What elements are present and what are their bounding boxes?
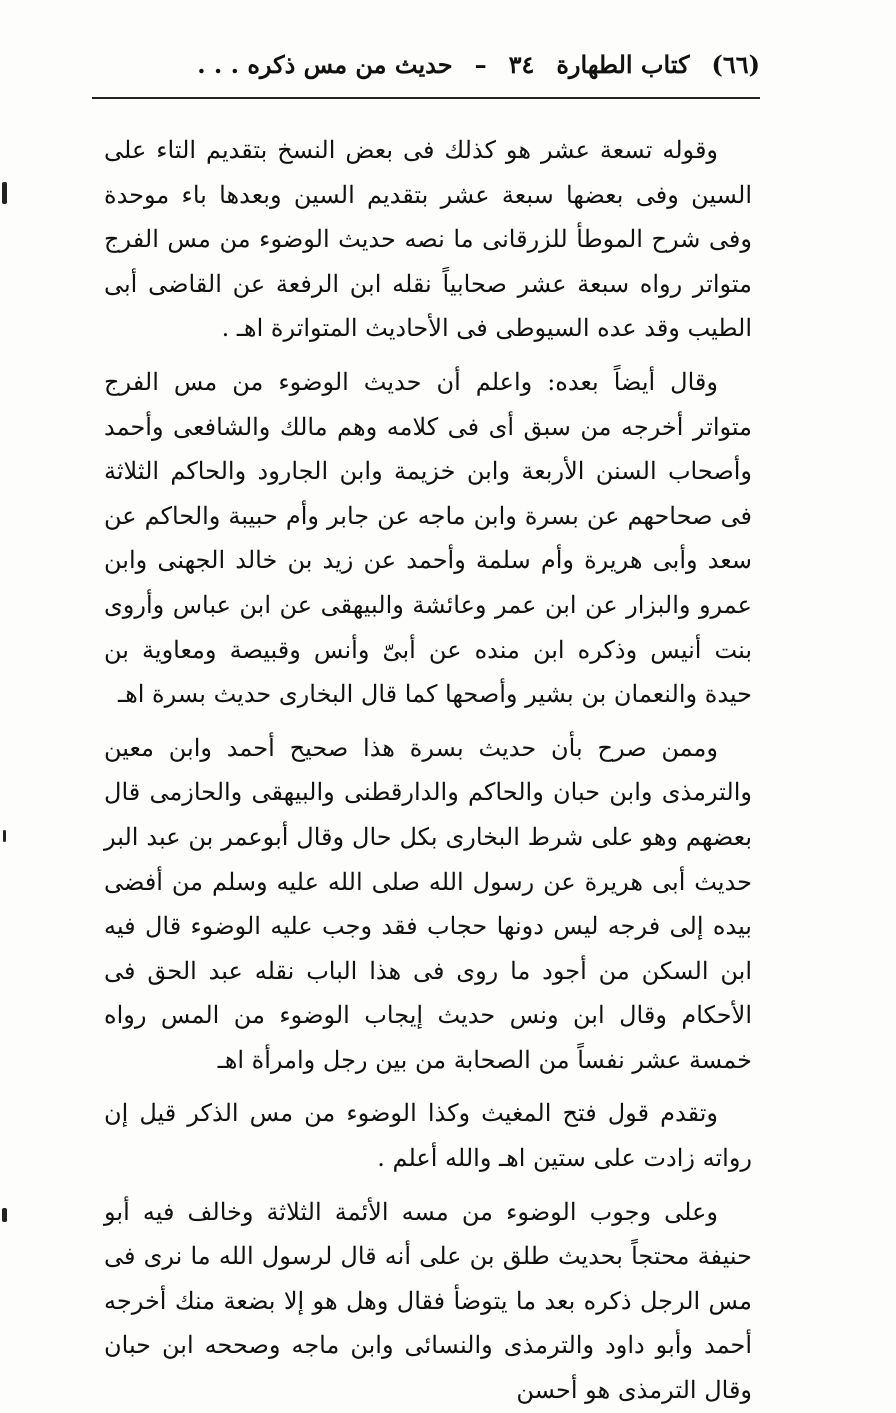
hadith-number: ٣٤ (508, 49, 535, 79)
paragraph (104, 360, 752, 717)
paragraph-text: وممن صرح بأن حديث بسرة هذا صحيح أحمد وابن معين والترمذى وابن حبان والحاكم والدارقطنى والبيهقى والحازمى قال بعضهم وهو على شرط البخارى بكل حال وقال أبوعمر بن عبد البر حديث أبى هريرة عن رسول الله صلى الله عليه وسلم من أفضى بيده إلى فرجه ليس دونها حجاب فقد وجب عليه الوضوء قال فيه ابن السكن من أجود ما روى فى هذا الباب نقله عبد الحق فى الأحكام وقال ابن ونس حديث إيجاب الوضوء من المس رواه خمسة عشر نفساً من الصحابة من بين رجل وامرأة اهـ (104, 733, 752, 1074)
book-title: كتاب الطهارة (556, 49, 690, 79)
main-text (104, 128, 752, 1413)
section-title: حديث من مس ذكره . . . (197, 49, 453, 79)
paragraph-text: وتقدم قول فتح المغيث وكذا الوضوء من مس الذكر قيل إن رواته زادت على ستين اهـ والله أعلم . (104, 1099, 752, 1173)
paragraph (104, 1091, 752, 1180)
paragraph (104, 1190, 752, 1413)
paragraph-text: وقال أيضاً بعده: واعلم أن حديث الوضوء من مس الفرج متواتر أخرجه من سبق أى فى كلامه وهم مالك والشافعى وأحمد وأصحاب السنن الأربعة وابن خزيمة وابن الجارود والحاكم الثلاثة فى صحاحهم عن بسرة وابن ماجه عن جابر وأم حبيبة والحاكم عن سعد وأبى هريرة وأم سلمة وأحمد عن زيد بن خالد الجهنى وابن عمرو والبزار عن ابن عمر وعائشة والبيهقى عن ابن عباس وأروى بنت أنيس وذكره ابن منده عن أبىّ وأنس وقبيصة ومعاوية بن حيدة والنعمان بن بشير وأصحها كما قال البخارى حديث بسرة اهـ (104, 367, 753, 709)
paragraph-text: وقوله تسعة عشر هو كذلك فى بعض النسخ بتقديم التاء على السين وفى بعضها سبعة عشر بتقديم السين وبعدها باء موحدة وفى شرح الموطأ للزرقانى ما نصه حديث الوضوء من مس الفرج متواتر رواه سبعة عشر صحابياً نقله ابن الرفعة عن القاضى أبى الطيب وقد عده السيوطى فى الأحاديث المتواترة اهـ . (104, 136, 752, 343)
scan-edge-mark (2, 182, 7, 204)
header-divider (92, 97, 760, 99)
page-number: (٦٦) (711, 49, 760, 79)
running-header (197, 44, 760, 84)
paragraph (104, 128, 752, 351)
header-dash: – (474, 49, 487, 79)
paragraph-text: وعلى وجوب الوضوء من مسه الأئمة الثلاثة وخالف فيه أبو حنيفة محتجاً بحديث طلق بن على أنه قال لرسول الله ما نرى فى مس الرجل ذكره بعد ما يتوضأ فقال وهل هو إلا بضعة منك أخرجه أحمد وأبو داود والترمذى والنسائى وابن ماجه وصححه ابن حبان وقال الترمذى هو أحسن (104, 1197, 752, 1405)
scan-edge-mark (3, 830, 6, 842)
scan-edge-mark (2, 1208, 7, 1222)
paragraph (104, 726, 752, 1083)
